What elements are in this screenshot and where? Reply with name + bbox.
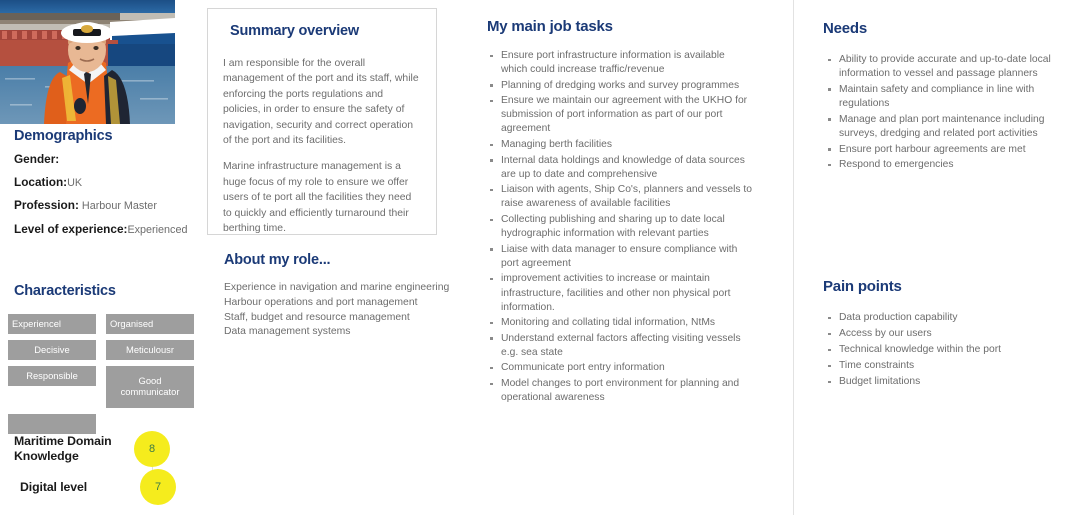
- job-task-item: Monitoring and collating tidal information, NtMs: [487, 316, 752, 330]
- needs-title: Needs: [823, 20, 868, 37]
- pain-points-section: [823, 278, 1061, 391]
- characteristics-title: Characteristics: [14, 283, 116, 299]
- demographics-section: [14, 128, 199, 246]
- demographics-row-experience: [14, 223, 199, 237]
- pain-point-item: Access by our users: [823, 327, 1061, 341]
- about-line: Data management systems: [224, 326, 351, 338]
- location-label: Location:: [14, 175, 68, 190]
- summary-overview-body: [223, 56, 422, 236]
- job-task-item: Liaison with agents, Ship Co's, planners and vessels to raise awareness of available facilities: [487, 183, 752, 211]
- job-tasks-title: My main job tasks: [487, 18, 613, 35]
- job-task-item: Liaise with data manager to ensure compliance with port agreement: [487, 243, 752, 271]
- meter-score-circle: 8: [134, 431, 170, 467]
- pain-points-list: [823, 311, 1061, 389]
- job-task-item: Model changes to port environment for planning and operational awareness: [487, 377, 752, 405]
- harbour-master-photo-illustration: [0, 0, 175, 124]
- job-tasks-section: [487, 18, 752, 407]
- profession-label: Profession:: [14, 198, 79, 213]
- meter-label: Maritime Domain Knowledge: [14, 434, 112, 463]
- characteristic-tag: Decisive: [8, 340, 96, 360]
- about-my-role-section: [224, 252, 464, 340]
- characteristic-tag: Meticulousr: [106, 340, 194, 360]
- characteristic-tag: Responsible: [8, 366, 96, 386]
- job-task-item: Managing berth facilities: [487, 138, 752, 152]
- needs-section: [823, 20, 1061, 174]
- needs-item: Ability to provide accurate and up-to-date local information to vessel and passage planners: [823, 53, 1061, 81]
- characteristic-tag: Organised: [106, 314, 194, 334]
- vertical-divider: [793, 0, 794, 515]
- meter-label: Digital level: [20, 479, 88, 494]
- about-my-role-list: [224, 281, 464, 340]
- skill-meters: [14, 430, 199, 506]
- profession-value: Harbour Master: [78, 200, 157, 213]
- needs-list: [823, 53, 1061, 173]
- pain-point-item: Technical knowledge within the port: [823, 343, 1061, 357]
- meter-row-maritime: [14, 430, 199, 468]
- demographics-row-profession: [14, 199, 199, 213]
- meter-row-digital: [14, 468, 199, 506]
- gender-label: Gender:: [14, 152, 60, 166]
- job-task-item: Planning of dredging works and survey programmes: [487, 79, 752, 93]
- experience-label: Level of experience:: [14, 221, 128, 236]
- about-line: Staff, budget and resource management: [224, 311, 410, 323]
- characteristic-tag: Experiencel: [8, 314, 96, 334]
- job-task-item: improvement activities to increase or maintain infrastructure, facilities and other non physical port information.: [487, 272, 752, 314]
- summary-paragraph: Marine infrastructure management is a huge focus of my role to ensure we offer users of te port all the facilities they need to quickly and efficiently turnaround their berthing time.: [223, 161, 412, 234]
- demographics-title: Demographics: [14, 128, 113, 144]
- job-task-item: Understand external factors affecting visiting vessels e.g. sea state: [487, 332, 752, 360]
- pain-points-title: Pain points: [823, 278, 902, 295]
- about-my-role-title: About my role...: [224, 252, 331, 268]
- pain-point-item: Time constraints: [823, 359, 1061, 373]
- persona-photo: [0, 0, 175, 124]
- summary-overview-card: [207, 8, 437, 235]
- demographics-row-gender: [14, 153, 199, 167]
- summary-paragraph: I am responsible for the overall management of the port and its staff, while enforcing the ports regulations and policies, in order to ensure the safety of navigation, security and correct operation of the port and its facilities.: [223, 58, 419, 146]
- pain-point-item: Data production capability: [823, 311, 1061, 325]
- experience-value: Experienced: [127, 223, 188, 236]
- job-task-item: Ensure port infrastructure information is available which could increase traffic/revenue: [487, 49, 752, 77]
- needs-item: Maintain safety and compliance in line with regulations: [823, 83, 1061, 111]
- demographics-row-location: [14, 176, 199, 190]
- location-value: UK: [67, 177, 83, 190]
- needs-item: Respond to emergencies: [823, 158, 1061, 172]
- job-task-item: Ensure we maintain our agreement with the UKHO for submission of port information as part of our port agreement: [487, 94, 752, 136]
- job-task-item: Communicate port entry information: [487, 361, 752, 375]
- characteristics-tag-grid: [8, 314, 195, 434]
- meter-score-circle: 7: [140, 469, 176, 505]
- needs-item: Manage and plan port maintenance including surveys, dredging and related port activities: [823, 113, 1061, 141]
- needs-item: Ensure port harbour agreements are met: [823, 143, 1061, 157]
- summary-overview-title: Summary overview: [230, 23, 359, 39]
- about-line: Experience in navigation and marine engineering: [224, 282, 450, 293]
- pain-point-item: Budget limitations: [823, 375, 1061, 389]
- about-line: Harbour operations and port management: [224, 296, 418, 308]
- job-task-item: Internal data holdings and knowledge of data sources are up to date and comprehensive: [487, 154, 752, 182]
- job-task-item: Collecting publishing and sharing up to date local hydrographic information with relevant parties: [487, 213, 752, 241]
- characteristic-tag: Good communicator: [106, 366, 194, 408]
- job-tasks-list: [487, 49, 752, 405]
